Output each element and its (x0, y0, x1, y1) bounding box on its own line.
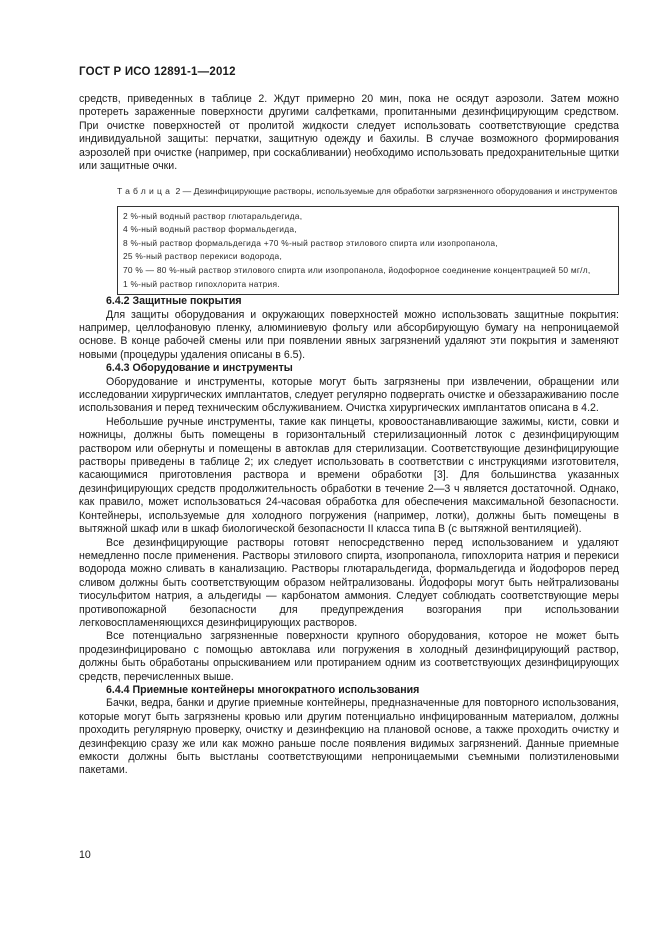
section-heading-6-4-2: 6.4.2 Защитные покрытия (106, 295, 242, 308)
table-caption (117, 186, 619, 197)
table-row: 2 %-ный водный раствор глютаральдегида, (123, 210, 303, 221)
table-caption-text: 2 — Дезинфицирующие растворы, используемые для обработки загрязненного оборудования и инструментов (175, 186, 618, 197)
intro-paragraph: средств, приведенных в таблице 2. Ждут примерно 20 мин, пока не осядут аэрозоли. Затем можно протереть зараженные поверхности другими салфетками, пропитанными дезинфицирующим средством. При очистке поверхностей от пролитой жидкости следует использовать соответствующие средства индивидуальной защиты: перчатки, защитную одежду и бахилы. В случае возможного формирования аэрозолей при очистке (например, при соскабливании) необходимо использовать предохранительные щитки или защитные очки. (79, 93, 619, 173)
table-row: 4 %-ный водный раствор формальдегида, (123, 224, 297, 235)
section-heading-6-4-4: 6.4.4 Приемные контейнеры многократного использования (106, 683, 420, 696)
table-caption-label: Таблица (117, 186, 174, 197)
body-paragraph: Небольшие ручные инструменты, такие как пинцеты, кровоостанавливающие зажимы, кисти, совки и ножницы, должны быть помещены в горизонтальный стерилизационный лоток с дезинфицирующим раствором или обернуты и помещены в автоклав для стерилизации. Соответствующие дезинфицирующие растворы приведены в таблице 2; их следует использовать в соответствии с инструкциями изготовителя, касающимися приготовления раствора и времени обработки [3]. Для большинства указанных дезинфицирующих средств продолжительность обработки в течение 2—3 ч является достаточной. Однако, как правило, может использоваться 24-часовая обработка для обеспечения максимальной безопасности. Контейнеры, используемые для холодного погружения (например, лотки), должны быть помещены в вытяжной шкаф или в шкаф биологической безопасности II класса типа B (с вытяжной вентиляцией). (79, 415, 619, 536)
table-row: 1 %-ный раствор гипохлорита натрия. (123, 278, 280, 289)
document-body (79, 93, 619, 778)
disinfectant-table (117, 206, 619, 296)
table-row: 70 % — 80 %-ный раствор этилового спирта или изопропанола, йодофорное соединение концентрацией 50 мг/л, (123, 265, 591, 276)
body-paragraph: Все дезинфицирующие растворы готовят непосредственно перед использованием и удаляют немедленно после применения. Растворы этилового спирта, изопропанола, гипохлорита натрия и перекиси водорода можно сливать в канализацию. Растворы глютаральдегида, формальдегида и йодофоров перед сливом должны быть соответствующим образом нейтрализованы. Йодофоры могут быть нейтрализованы тиосульфитом натрия, а альдегиды — карбонатом аммония. Следует соблюдать соответствующие меры противопожарной безопасности для предупреждения возгорания при использовании легковоспламеняющихся дезинфицирующих растворов. (79, 536, 619, 629)
table-row: 8 %-ный раствор формальдегида +70 %-ный раствор этилового спирта или изопропанола, (123, 237, 498, 248)
body-paragraph: Все потенциально загрязненные поверхности крупного оборудования, которое не может быть продезинфицировано с помощью автоклава или погружения в холодный дезинфицирующий раствор, должны быть обработаны опрыскиванием или протиранием одним из соответствующих дезинфицирующих средств, перечисленных выше. (79, 630, 619, 683)
document-header: ГОСТ Р ИСО 12891-1—2012 (79, 66, 236, 78)
table-row: 25 %-ный раствор перекиси водорода, (123, 251, 283, 262)
page-number: 10 (79, 849, 91, 861)
body-paragraph: Для защиты оборудования и окружающих поверхностей можно использовать защитные покрытия: например, целлофановую пленку, алюминиевую фольгу или абсорбирующую бумагу на непроницаемой основе. В конце рабочей смены или при появлении явных загрязнений удаляют эти покрытия и заменяют новыми (процедуры удаления описаны в 6.5). (79, 308, 619, 361)
section-heading-6-4-3: 6.4.3 Оборудование и инструменты (106, 362, 293, 375)
body-paragraph: Оборудование и инструменты, которые могут быть загрязнены при извлечении, обращении или исследовании хирургических имплантатов, следует регулярно подвергать очистке и обеззараживанию после использования и перед техническим обслуживанием. Очистка хирургических имплантатов описана в 4.2. (79, 375, 619, 415)
body-paragraph: Бачки, ведра, банки и другие приемные контейнеры, предназначенные для повторного использования, которые могут быть загрязнены кровью или другим потенциально инфицированным материалом, должны проходить регулярную проверку, очистку и дезинфекцию на плановой основе, а также проходить очистку и дезинфекцию сразу же или как можно раньше после появления видимых загрязнений. Данные приемные емкости должны быть выстланы соответствующими непроницаемыми съемными полиэтиленовыми пакетами. (79, 697, 619, 777)
